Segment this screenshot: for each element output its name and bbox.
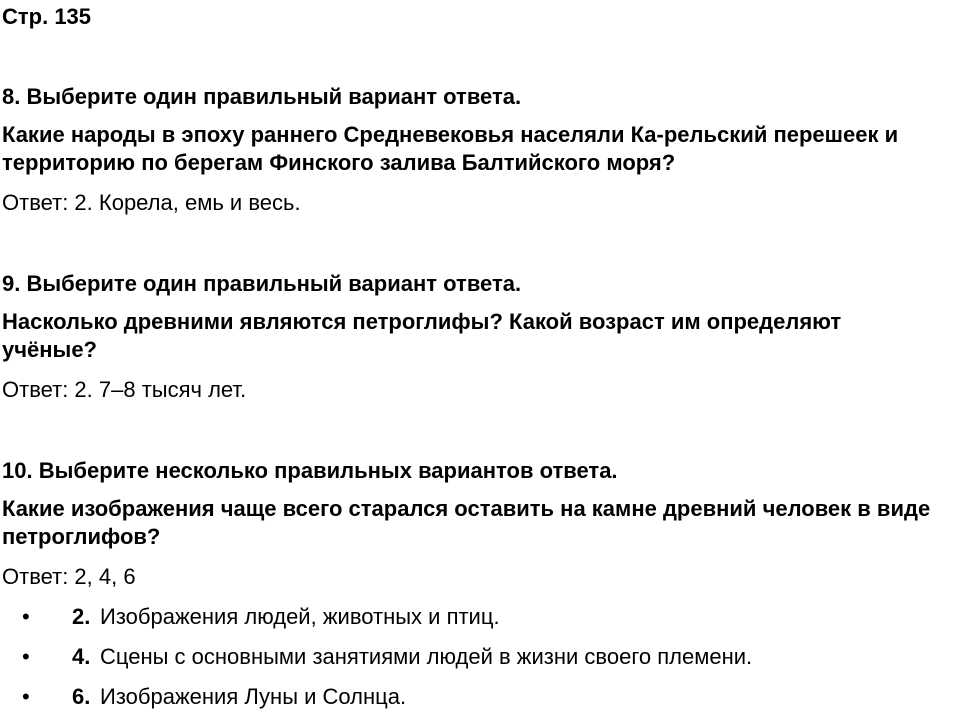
item-text: Изображения людей, животных и птиц. — [100, 604, 500, 629]
answer-text: Ответ: 2. Корела, емь и весь. — [2, 190, 301, 215]
item-number: 6. — [72, 684, 91, 709]
answer-list — [2, 603, 966, 711]
bullet-icon: • — [22, 644, 30, 669]
question-instruction: 8. Выберите один правильный вариант ответа. — [2, 84, 522, 109]
question-instruction: 9. Выберите один правильный вариант ответа. — [2, 271, 522, 296]
item-text: Изображения Луны и Солнца. — [100, 684, 407, 709]
list-item — [2, 643, 966, 671]
question-text: Какие народы в эпоху раннего Средневековья населяли Ка-рельский перешеек и территорию по берегам Финского залива Балтийского моря? — [2, 122, 899, 175]
question-instruction: 10. Выберите несколько правильных вариантов ответа. — [2, 458, 618, 483]
bullet-icon: • — [22, 604, 30, 629]
item-number: 2. — [72, 604, 91, 629]
item-number: 4. — [72, 644, 91, 669]
question-block-9 — [2, 270, 966, 404]
question-text: Насколько древними являются петроглифы? Какой возраст им определяют учёные? — [2, 309, 842, 362]
question-text: Какие изображения чаще всего старался оставить на камне древний человек в виде петроглифов? — [2, 496, 931, 549]
page-number: Стр. 135 — [2, 4, 92, 29]
question-block-10 — [2, 457, 966, 723]
answer-text: Ответ: 2, 4, 6 — [2, 564, 136, 589]
question-block-8 — [2, 83, 966, 217]
list-item — [2, 683, 966, 711]
bullet-icon: • — [22, 684, 30, 709]
answer-text: Ответ: 2. 7–8 тысяч лет. — [2, 377, 247, 402]
item-text: Сцены с основными занятиями людей в жизни своего племени. — [100, 644, 753, 669]
list-item — [2, 603, 966, 631]
